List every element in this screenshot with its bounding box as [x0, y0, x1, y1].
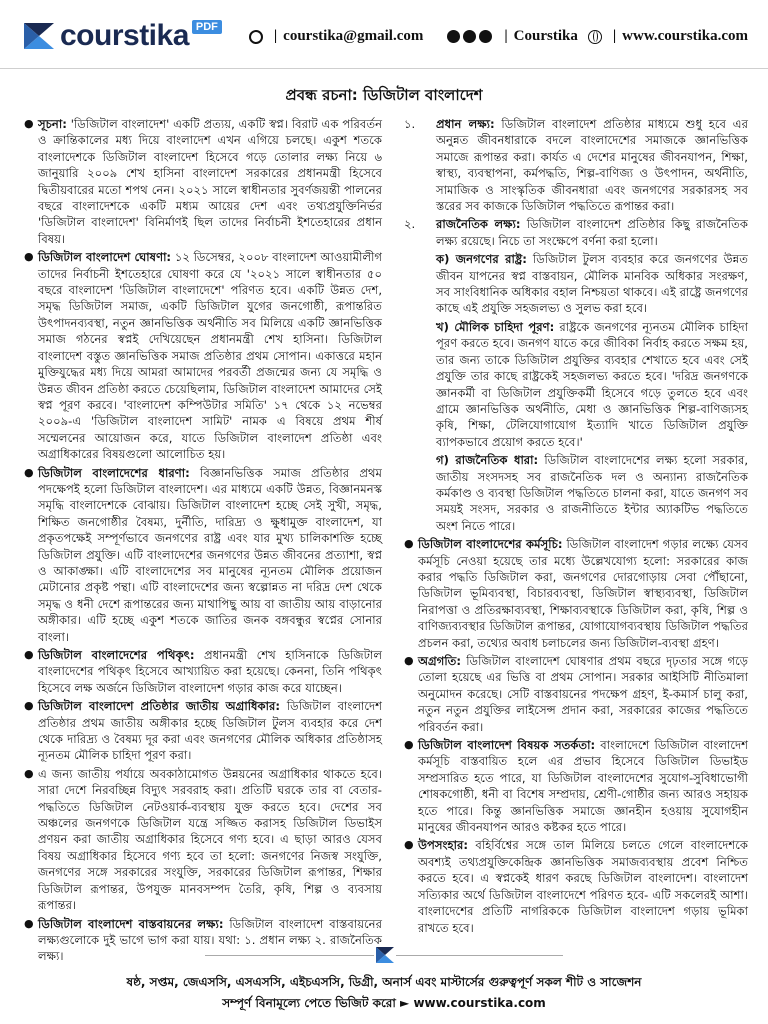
- footer-logo-icon: [374, 944, 396, 966]
- courstika-logo[interactable]: [22, 18, 222, 54]
- list-item: [24, 916, 382, 965]
- globe-icon: [588, 30, 602, 44]
- list-item: [24, 249, 382, 462]
- separator: |: [273, 28, 278, 44]
- list-item: [24, 116, 382, 247]
- bullet-icon: ●: [24, 699, 34, 713]
- separator: |: [504, 28, 508, 44]
- item-heading: ডিজিটাল বাংলাদেশ প্রতিষ্ঠার জাতীয় অগ্রাধিকার:: [38, 699, 281, 714]
- bullet-icon: ●: [404, 537, 414, 551]
- left-column: [24, 116, 382, 967]
- item-body: [418, 536, 748, 651]
- item-text: ডিজিটাল বাংলাদেশ গড়ার লক্ষ্যে যেসব কর্মসূচি নেওয়া হয়েছে তার মধ্যে উল্লেখযোগ্য হলো: সরকারের কাজ করার পদ্ধতি ডিজিটাল করা, জনগণের দোরগোড়ায় সেবা পৌঁছানো, ডিজিটাল ভূমিব্যবস্থা, বিচারব্যবস্থা, ডিজিটাল স্বাস্থ্যব্যবস্থা, ডিজিটাল নিরাপত্তা ও প্রতিরক্ষাব্যবস্থা, শিক্ষাব্যবস্থাকে ডিজিটাল করা, কৃষি, শিল্প ও বাণিজ্যব্যবস্থার ডিজিটাল রূপান্তর, যোগাযোগব্যবস্থায় ডিজিটাল পদ্ধতির প্রচলন করা, তথ্যের অবাধ চলাচলের জন্য ডিজিটাল-ব্যবস্থা গ্রহণ।: [418, 537, 748, 650]
- footer-tagline: ষষ্ঠ, সপ্তম, জেএসসি, এসএসসি, এইচএসসি, ডিগ্রী, অনার্স এবং মাস্টার্সের গুরুত্বপূর্ণ সকল শীট ও সাজেশন: [126, 975, 642, 989]
- item-text: প্রধানমন্ত্রী শেখ হাসিনাকে ডিজিটাল বাংলাদেশের পথিকৃৎ হিসেবে আখ্যায়িত করা হয়েছে। কেননা, তিনি পথিকৃৎ হিসেবে লক্ষ অর্জনে ডিজিটাল বাংলাদেশ গড়ার কাজ করে যাচ্ছেন।: [38, 648, 382, 695]
- sub-text: রাষ্ট্রকে জনগণের ন্যূনতম মৌলিক চাহিদা পূরণ করতে হবে। জনগণ যাতে করে জীবিকা নির্বাহ করতে সক্ষম হয়, তার জন্য তাকে ডিজিটাল প্রযুক্তির ব্যবহার শেখাতে হবে এবং সেই প্রযুক্তি তার কাছে রাষ্ট্রকেই সহজলভ্য করতে হবে। 'দরিদ্র জনগণকে জ্ঞানকর্মী বা ডিজিটাল প্রযুক্তিকর্মী হিসেবে গড়ে তুলতে হবে এবং গ্রামে জ্ঞানভিত্তিক অর্থনীতি, মেধা ও জ্ঞানভিত্তিক শিল্প-বাণিজ্যসহ কৃষি, শিক্ষা, টেলিযোগাযোগ ইত্যাদি খাতে ডিজিটাল প্রযুক্তি ব্যাপকভাবে প্রয়োগ করতে হবে।': [436, 319, 749, 449]
- bullet-icon: ●: [24, 465, 34, 479]
- item-heading: ডিজিটাল বাংলাদেশের ধারণা:: [38, 465, 190, 480]
- bullet-icon: ●: [404, 654, 414, 667]
- item-text: ডিজিটাল বাংলাদেশ প্রতিষ্ঠার কিছু রাজনৈতিক লক্ষ্য রয়েছে। নিচে তা সংক্ষেপে বর্ণনা করা হলো।: [436, 217, 748, 248]
- sub-item: [436, 319, 748, 450]
- bullet-icon: ●: [404, 738, 414, 752]
- bullet-icon: ●: [24, 250, 34, 264]
- item-heading: অগ্রগতি:: [418, 654, 461, 668]
- list-item: [24, 766, 382, 914]
- item-body: [436, 116, 748, 214]
- item-text: বহির্বিশ্বের সঙ্গে তাল মিলিয়ে চলতে গেলে বাংলাদেশকে অবশ্যই তথ্যপ্রযুক্তিকেন্দ্রিক জ্ঞানভিত্তিক সমাজব্যবস্থায় প্রবেশ নিশ্চিত করতে হবে। এ স্বপ্নকেই ধারণ করছে ডিজিটাল বাংলাদেশ। বাংলাদেশ সত্যিকার অর্থে ডিজিটাল বাংলাদেশে পরিণত হবে- এটি সকলেরই আশা। বাংলাদেশের প্রতিটি নাগরিককে ডিজিটাল বাংলাদেশ গড়ায় ভূমিকা রাখতে হবে।: [418, 838, 748, 935]
- bullet-icon: ●: [24, 117, 34, 130]
- item-heading: প্রধান লক্ষ্য:: [436, 117, 495, 131]
- list-item: [24, 465, 382, 645]
- item-body: [418, 737, 748, 835]
- sub-text: ডিজিটাল টুলস ব্যবহার করে জনগণের উন্নত জীবন যাপনের স্বপ্ন বাস্তবায়ন, মৌলিক মানবিক অধিকার সংরক্ষণ, সব সাংবিধানিক অধিকার বহাল নিশ্চয়তা থাকবে। এই রাষ্ট্রে জনগণের কাছে এই প্রযুক্তি সহজলভ্য ও সুলভ করা হবে।: [436, 252, 748, 316]
- courstika-logo-icon: [22, 19, 56, 53]
- item-heading: সূচনা:: [38, 117, 67, 131]
- sub-heading: ক) জনগণের রাষ্ট্র:: [436, 252, 527, 267]
- item-text: ডিজিটাল বাংলাদেশ বাস্তবায়নের লক্ষ্যগুলোকে দুই ভাগে ভাগ করা যায়। যথা: ১. প্রধান লক্ষ্য ২. রাজনৈতিক লক্ষ্য।: [38, 916, 382, 964]
- list-item: [404, 116, 748, 214]
- bullet-icon: ●: [24, 648, 34, 661]
- pinterest-icon[interactable]: [463, 30, 476, 43]
- item-body: [418, 837, 748, 935]
- separator: |: [612, 28, 617, 44]
- facebook-icon[interactable]: [447, 30, 460, 43]
- item-heading: ডিজিটাল বাংলাদেশের কর্মসূচি:: [418, 537, 563, 552]
- list-item: [24, 698, 382, 764]
- sub-item: [436, 452, 748, 534]
- item-text: বাংলাদেশে ডিজিটাল বাংলাদেশ কর্মসূচি বাস্তবায়িত হলে এর প্রভাব হিসেবে ডিজিটাল ডিভাইড সম্প্রসারিত হতে পারে, যা ডিজিটাল বাংলাদেশের সুযোগ-সুবিধাভোগী শোষকগোষ্ঠী, ধনী বা বিশেষ সম্প্রদায়, শ্রেণী-গোষ্ঠীর জন্য আরও সহায়ক হতে পারে। কিন্তু জ্ঞানভিত্তিক সমাজে জ্ঞানহীন হওয়ায় সুযোগহীন মানুষের জীবনযাপন আরও কষ্টকর হতে পারে।: [418, 738, 748, 835]
- social-icons: [447, 30, 492, 43]
- page-header: [0, 0, 768, 69]
- footer-visit-link[interactable]: সম্পূর্ণ বিনামূল্যে পেতে ভিজিট করো ► www.courstika.com: [222, 996, 546, 1010]
- website-link[interactable]: www.courstika.com: [622, 28, 748, 44]
- item-text: ডিজিটাল বাংলাদেশ প্রতিষ্ঠার মাধ্যমে শুধু হবে এর অনুন্নত জীবনধারাকে বদলে বাংলাদেশের সমাজকে জ্ঞানভিত্তিক সমাজে রূপান্তর করা। কার্যত এ দেশের মানুষের জীবনযাপন, শিক্ষা, স্বাস্থ্য, ব্যবস্থাপনা, কর্মপদ্ধতি, শিল্প-বাণিজ্য ও উৎপাদন, অর্থনীতি, সামাজিক ও সাংস্কৃতিক জীবনধারা এবং জনগণের সরকারসহ সব স্তরের সব কাজকে ডিজিটাল পদ্ধতিতে রূপান্তর করা।: [436, 117, 748, 214]
- item-heading: ডিজিটাল বাংলাদেশের পথিকৃৎ:: [38, 648, 195, 662]
- list-item: [404, 837, 748, 935]
- item-body: [418, 653, 748, 735]
- logo-text: courstika: [60, 19, 189, 52]
- email-icon: [249, 30, 263, 44]
- item-body: [38, 465, 382, 645]
- item-heading: ডিজিটাল বাংলাদেশ বাস্তবায়নের লক্ষ্য:: [38, 916, 224, 931]
- list-item: [404, 216, 748, 249]
- item-body: [38, 647, 382, 696]
- contact-bar: [249, 28, 748, 45]
- item-body: [38, 116, 382, 247]
- item-text: ডিজিটাল বাংলাদেশ প্রতিষ্ঠার প্রথম জাতীয় অঙ্গীকার হচ্ছে ডিজিটাল টুলস ব্যবহার করে দেশ থেকে দারিদ্র্য ও বৈষম্য দূর করা এবং জনগণের মৌলিক অধিকার প্রতিষ্ঠাসহ ন্যূনতম মৌলিক চাহিদা পূরণ করা।: [38, 699, 382, 763]
- item-text: ডিজিটাল বাংলাদেশ ঘোষণার প্রথম বছরে দৃঢ়তার সঙ্গে গড়ে তোলা হয়েছে এর ভিত্তি বা প্রথম সোপান। সরকার আইসিটি নীতিমালা অনুমোদন করেছে। সেটি বাস্তবায়নের পদক্ষেপ গ্রহণ, ই-কমার্স চালু করা, নতুন নতুন প্রযুক্তির লাইসেন্স প্রদান করা, সরকারের কাজের পদ্ধতিতে পরিবর্তন করা।: [418, 654, 748, 734]
- item-body: [38, 916, 382, 965]
- youtube-icon[interactable]: [479, 30, 492, 43]
- list-item: [24, 647, 382, 696]
- page-title: প্রবন্ধ রচনা: ডিজিটাল বাংলাদেশ: [285, 86, 483, 104]
- right-column: [404, 116, 748, 938]
- list-item: [404, 536, 748, 651]
- email-link[interactable]: courstika@gmail.com: [283, 28, 424, 44]
- item-number: ২.: [404, 217, 416, 232]
- item-body: [436, 216, 748, 249]
- bullet-icon: ●: [24, 916, 34, 930]
- list-item: [404, 653, 748, 735]
- item-heading: রাজনৈতিক লক্ষ্য:: [436, 217, 521, 232]
- item-body: [38, 698, 382, 764]
- sub-heading: গ) রাজনৈতিক ধারা:: [436, 453, 539, 468]
- item-number: ১.: [404, 117, 416, 131]
- social-label[interactable]: Courstika: [513, 28, 578, 44]
- item-text: 'ডিজিটাল বাংলাদেশ' একটি প্রত্যয়, একটি স্বপ্ন। বিরাট এক পরিবর্তন ও ক্রান্তিকালের মধ্য দিয়ে বাংলাদেশ এখন এগিয়ে চলছে। একুশ শতকে বাংলাদেশকে ডিজিটাল বাংলাদেশ হিসেবে গড়ে তোলার লক্ষ্য নিয়ে ৬ জানুয়ারি ২০০৯ শেখ হাসিনা বাংলাদেশ সরকারের প্রধানমন্ত্রী হিসেবে দ্বিতীয়বারের মতো শপথ নেন। ২০২১ সালে স্বাধীনতার সুবর্ণজয়ন্তী পালনের বছরে বাংলাদেশকে একটি মধ্যম আয়ের দেশ এবং তথ্যপ্রযুক্তিনির্ভর 'ডিজিটাল বাংলাদেশ' বিনির্মাণই ছিল তাদের নির্বাচনী ইশতেহারের প্রধান বিষয়।: [38, 117, 382, 246]
- sub-item: [436, 251, 748, 317]
- item-heading: ডিজিটাল বাংলাদেশ বিষয়ক সতর্কতা:: [418, 738, 596, 753]
- pdf-badge: PDF: [192, 20, 222, 34]
- item-text: ১২ ডিসেম্বর, ২০০৮ বাংলাদেশ আওয়ামীলীগ তাদের নির্বাচনী ইশতেহারে ঘোষণা করে যে '২০২১ সালে স্বাধীনতার ৫০ বছরে বাংলাদেশ 'ডিজিটাল বাংলাদেশে' পরিণত হবে। একটি উন্নত দেশ, সমৃদ্ধ ডিজিটাল সমাজ, একটি ডিজিটাল যুগের জনগোষ্ঠী, রূপান্তরিত উৎপাদনব্যবস্থা, নতুন জ্ঞানভিত্তিক অর্থনীতি সব মিলিয়ে একটি জ্ঞানভিত্তিক সমাজ গঠনের স্বপ্নই দেখিয়েছেন প্রধানমন্ত্রী শেখ হাসিনা। ডিজিটাল বাংলাদেশ বস্তুত জ্ঞানভিত্তিক সমাজ প্রতিষ্ঠার প্রথম সোপান। একাত্তরে মহান মুক্তিযুদ্ধের মধ্য দিয়ে আমরা আমাদের পরবর্তী প্রজন্মের জন্য যে সমৃদ্ধি ও উন্নত জীবন প্রতিষ্ঠা করতে চেয়েছিলাম, ডিজিটাল বাংলাদেশ আমাদের সেই স্বপ্ন পূরণ করবে। 'বাংলাদেশ কম্পিউটার সমিতি' ১৭ থেকে ১২ নভেম্বর ২০০৯-এ 'ডিজিটাল বাংলাদেশ সামিট' নামক এ বিষয়ে প্রথম শীর্ষ সম্মেলনের আয়োজন করে, যাতে ডিজিটাল বাংলাদেশ প্রতিষ্ঠা এবং অগ্রাধিকারের বিষয়গুলো আলোচিত হয়।: [38, 250, 382, 462]
- item-text: এ জন্য জাতীয় পর্যায়ে অবকাঠামোগত উন্নয়নের অগ্রাধিকার থাকতে হবে। সারা দেশে নিরবচ্ছিন্ন বিদ্যুৎ সরবরাহ করা। প্রতিটি ঘরকে তার বা বেতার-পদ্ধতিতে ডিজিটাল নেটওয়ার্ক-ব্যবস্থায় যুক্ত করতে হবে। দেশের সব অঞ্চলের জনগণকে ডিজিটাল যন্ত্রে সজ্জিত করাসহ ডিজিটাল ডিভাইস প্রণয়ন করা জাতীয় অগ্রাধিকার হিসেবে গণ্য হবে। এ ছাড়া আরও যেসব বিষয় অগ্রাধিকার হিসেবে গণ্য হবে তা হলো: জনগণের নিজস্ব সংযুক্তি, জনগণের সঙ্গে সরকারের সংযুক্তি, সরকারের ডিজিটাল রূপান্তর, শিক্ষার ডিজিটাল রূপান্তর, উপযুক্ত মানবসম্পদ তৈরি, কৃষি, শিল্প ও ব্যবসায় রূপান্তর।: [38, 766, 382, 913]
- item-body: [38, 249, 382, 462]
- sub-text: ডিজিটাল বাংলাদেশের লক্ষ্য হলো সরকার, জাতীয় সংসদসহ সব রাজনৈতিক দল ও অন্যান্য রাজনৈতিক কর্মকাণ্ড ও ব্যবস্থা ডিজিটাল পদ্ধতিতে চালনা করা, যাতে জনগণ সব সময়ই সংসদ, সরকার ও রাজনীতিতে ইন্টার অ্যাকটিভ পদ্ধতিতে অংশ নিতে পারে।: [436, 453, 749, 533]
- item-heading: ডিজিটাল বাংলাদেশ ঘোষণা:: [38, 250, 172, 265]
- list-item: [404, 737, 748, 835]
- item-text: বিজ্ঞানভিত্তিক সমাজ প্রতিষ্ঠার প্রথম পদক্ষেপই হলো ডিজিটাল বাংলাদেশ। এর মাধ্যমে একটি উন্নত, বিজ্ঞানমনস্ক সমৃদ্ধি বাংলাদেশকে বোঝায়। ডিজিটাল বাংলাদেশ হচ্ছে সেই সুখী, সমৃদ্ধ, শিক্ষিত জনগোষ্ঠীর বৈষম্য, দুর্নীতি, দারিদ্র্য ও ক্ষুধামুক্ত বাংলাদেশ, যা প্রকৃতপক্ষেই সম্পূর্ণভাবে জনগণের রাষ্ট্র এবং যার মুখ্য চালিকাশক্তি হচ্ছে ডিজিটাল প্রযুক্তি। এটি বাংলাদেশের জনগণের উন্নত জীবনের প্রত্যাশা, স্বপ্ন ও আকাঙ্ক্ষা। এটি বাংলাদেশের সব মানুষের ন্যূনতম মৌলিক প্রয়োজন মেটানোর প্রকৃষ্ট পন্থা। এটি বাংলাদেশের জন্য স্বল্পোন্নত না দরিদ্র দেশ থেকে সমৃদ্ধ ও ধনী দেশে রূপান্তরের জন্য মাথাপিছু আয় বা জাতীয় আয় বাড়ানোর অঙ্গীকার। এটি হচ্ছে একুশ শতকে জাতির জনক বঙ্গবন্ধুর স্বপ্নের সোনার বাংলা।: [38, 465, 382, 644]
- item-heading: উপসংহার:: [418, 838, 469, 853]
- bullet-icon: ●: [24, 766, 34, 780]
- sub-heading: খ) মৌলিক চাহিদা পূরণ:: [436, 319, 555, 334]
- item-body: [38, 766, 382, 914]
- bullet-icon: ●: [404, 838, 414, 852]
